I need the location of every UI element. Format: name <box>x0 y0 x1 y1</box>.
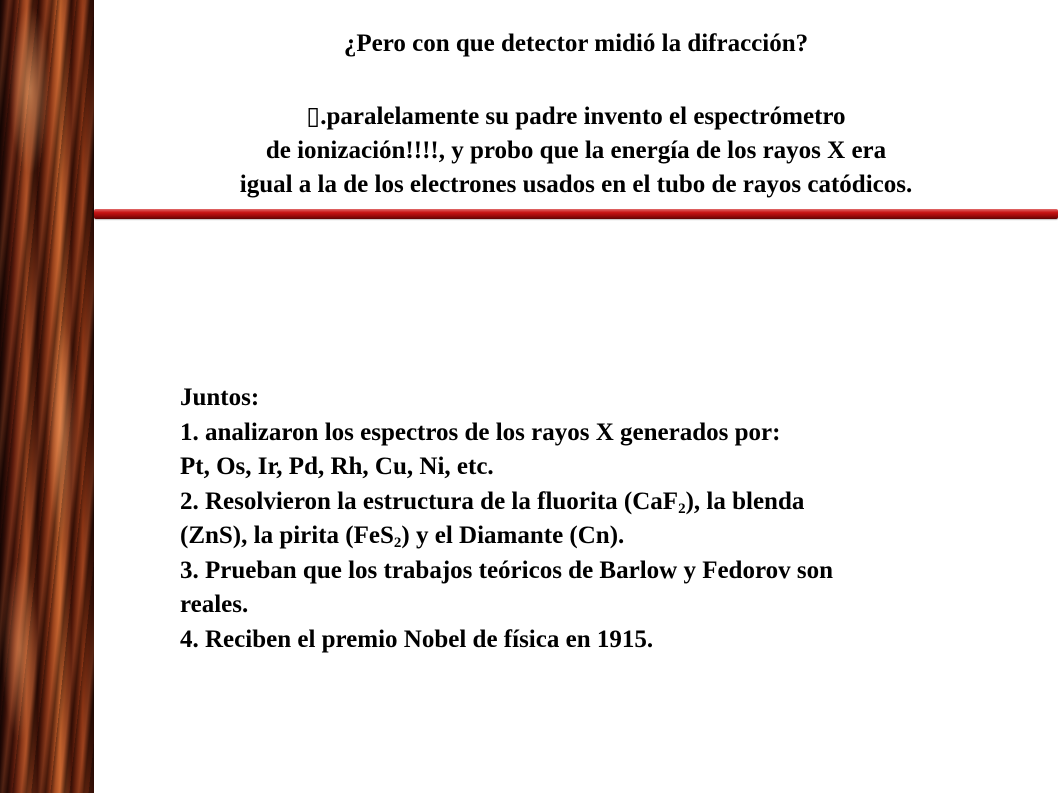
item-2-subscript-a: 2 <box>678 500 686 517</box>
intro-paragraph <box>94 100 1058 202</box>
intro-line-2: de ionización!!!!, y probo que la energía de los rayos X era <box>265 137 887 164</box>
item-3-line-1: 3. Prueban que los trabajos teóricos de Barlow y Fedorov son <box>180 556 833 584</box>
juntos-heading: Juntos: <box>180 384 260 411</box>
item-2-text-a: 2. Resolvieron la estructura de la fluorita (CaF <box>180 487 679 515</box>
item-2-text-c: (ZnS), la pirita (FeS <box>180 522 394 549</box>
item-2-line-2 <box>180 519 1030 554</box>
item-1-line-2: Pt, Os, Ir, Pd, Rh, Cu, Ni, etc. <box>180 453 494 480</box>
juntos-list <box>180 381 1030 657</box>
item-2-line-1 <box>180 485 1030 520</box>
item-2-subscript-b: 2 <box>393 535 402 551</box>
item-1-line-1: 1. analizaron los espectros de los rayos X generados por: <box>180 418 781 446</box>
item-2-text-d: ) y el Diamante (Cn). <box>401 522 625 549</box>
slide-question: ¿Pero con que detector midió la difracción? <box>343 30 809 57</box>
red-divider-bar <box>94 209 1058 219</box>
item-4: 4. Reciben el premio Nobel de física en 1915. <box>180 625 654 653</box>
item-2-text-b: ), la blenda <box>685 487 805 515</box>
missing-glyph-icon: ▯ <box>306 103 321 130</box>
intro-line-1-text: .paralelamente su padre invento el espectrómetro <box>320 103 846 130</box>
wood-grain-sidebar <box>0 0 94 793</box>
item-3-line-2: reales. <box>180 591 249 618</box>
intro-line-1 <box>94 100 1058 134</box>
intro-line-3: igual a la de los electrones usados en el tubo de rayos catódicos. <box>239 171 913 198</box>
